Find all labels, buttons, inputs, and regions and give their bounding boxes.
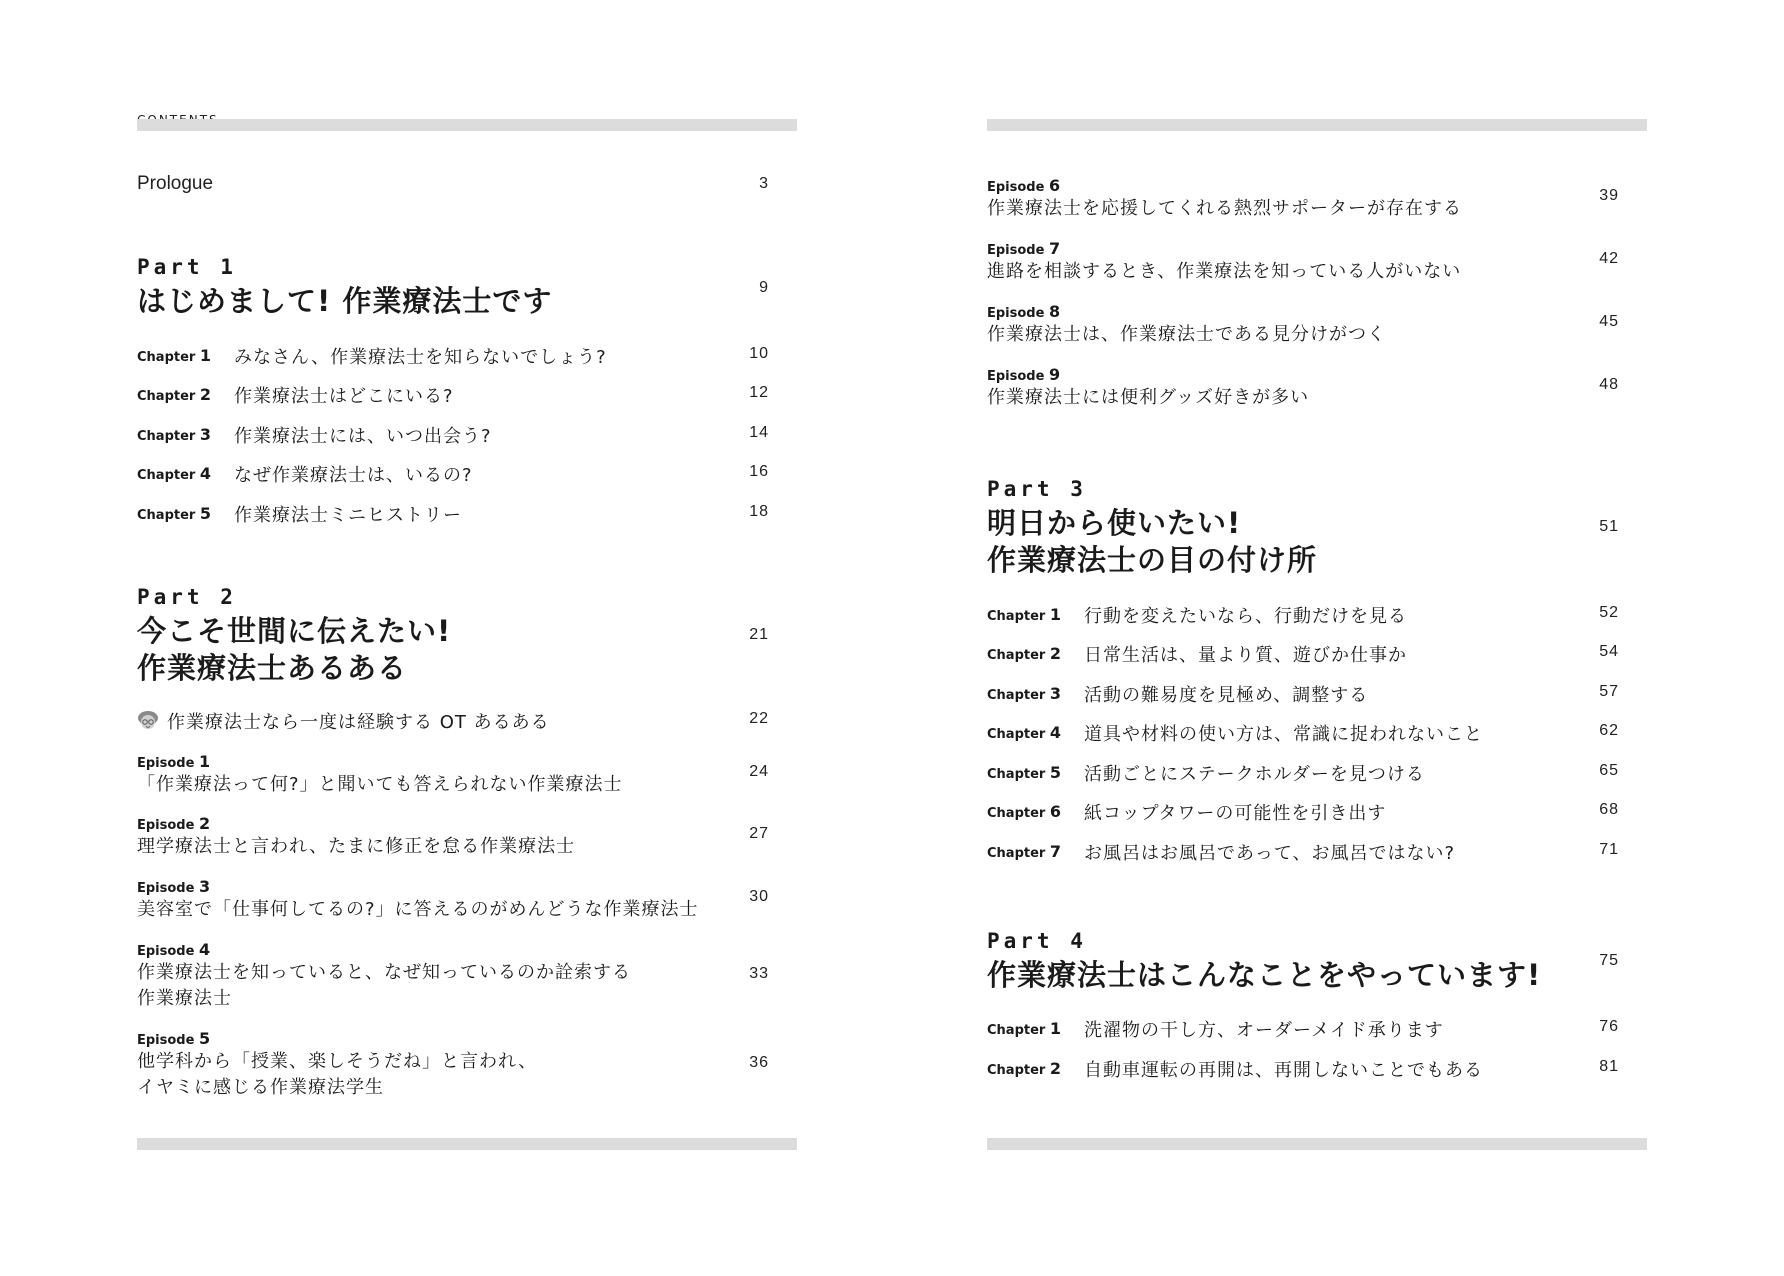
episode-number: 7 — [1048, 239, 1061, 258]
part-title-line: 作業療法士の目の付け所 — [987, 543, 1318, 577]
episode-title — [137, 1049, 537, 1101]
top-rule — [987, 119, 1647, 131]
episode-word: Episode — [137, 1033, 195, 1048]
chapter-title: 活動ごとにステークホルダーを見つける — [1084, 764, 1425, 785]
episode-title-line: 他学科から「授業、楽しそうだね」と言われ、 — [137, 1051, 538, 1072]
page-number: 57 — [1599, 683, 1619, 700]
part-title — [987, 957, 1541, 994]
episode-word: Episode — [987, 180, 1045, 195]
ot-character-icon — [137, 709, 159, 731]
chapter-title: お風呂はお風呂であって、お風呂ではない? — [1084, 843, 1456, 864]
part-title-line: 今こそ世間に伝えたい! — [137, 614, 452, 648]
episode-title — [137, 960, 631, 1012]
chapter-title: 洗濯物の干し方、オーダーメイド承ります — [1084, 1020, 1444, 1041]
episode-label — [987, 365, 1060, 384]
part-label: Part 2 — [137, 585, 237, 609]
chapter-number: 5 — [1049, 763, 1061, 782]
episode-label — [987, 302, 1060, 321]
chapter-word: Chapter — [987, 846, 1046, 861]
chapter-word: Chapter — [137, 468, 196, 483]
page-number: 9 — [759, 279, 769, 296]
chapter-title: 作業療法士はどこにいる? — [234, 386, 454, 407]
chapter-title: 道具や材料の使い方は、常識に捉われないこと — [1084, 724, 1483, 745]
chapter-number: 7 — [1049, 842, 1061, 861]
chapter-word: Chapter — [987, 648, 1046, 663]
page-number: 22 — [749, 710, 769, 727]
page-number: 21 — [749, 626, 769, 643]
page-number: 62 — [1599, 722, 1619, 739]
episode-word: Episode — [137, 818, 195, 833]
chapter-word: Chapter — [987, 767, 1046, 782]
part-title-line: 作業療法士あるある — [137, 651, 408, 685]
chapter-number: 2 — [1049, 1059, 1061, 1078]
page-number: 51 — [1599, 518, 1619, 535]
page-number: 42 — [1599, 250, 1619, 267]
episode-label — [987, 239, 1060, 258]
episode-title — [137, 772, 623, 798]
page-number: 71 — [1599, 841, 1619, 858]
top-rule — [137, 119, 797, 131]
episode-word: Episode — [137, 881, 195, 896]
episode-title-line: 作業療法士には便利グッズ好きが多い — [987, 387, 1310, 408]
part-label: Part 3 — [987, 477, 1087, 501]
chapter-word: Chapter — [987, 1023, 1046, 1038]
part-label: Part 4 — [987, 929, 1087, 953]
episode-title — [987, 196, 1462, 222]
chapter-number: 2 — [1049, 644, 1061, 663]
part-title-line: 作業療法士はこんなことをやっています! — [987, 958, 1542, 992]
episode-number: 9 — [1048, 365, 1061, 384]
episode-label — [137, 752, 210, 771]
page-number: 3 — [759, 175, 769, 192]
chapter-number: 1 — [199, 346, 211, 365]
ot-aruaru-title: 作業療法士なら一度は経験する OT あるある — [167, 712, 550, 733]
chapter-label — [137, 385, 211, 404]
episode-number: 8 — [1048, 302, 1061, 321]
episode-title-line: 作業療法士を応援してくれる熱烈サポーターが存在する — [987, 198, 1462, 219]
episode-word: Episode — [987, 369, 1045, 384]
page-number: 12 — [749, 384, 769, 401]
episode-title — [137, 897, 699, 923]
part-title — [137, 613, 451, 687]
bottom-rule — [987, 1138, 1647, 1150]
chapter-word: Chapter — [987, 688, 1046, 703]
chapter-number: 4 — [199, 464, 211, 483]
episode-number: 1 — [198, 752, 211, 771]
episode-label — [137, 1029, 210, 1048]
chapter-label — [137, 464, 211, 483]
chapter-label — [987, 842, 1061, 861]
page-number: 54 — [1599, 643, 1619, 660]
bottom-rule — [137, 1138, 797, 1150]
chapter-number: 2 — [199, 385, 211, 404]
episode-title-line: 「作業療法って何?」と聞いても答えられない作業療法士 — [137, 774, 623, 795]
chapter-word: Chapter — [987, 727, 1046, 742]
chapter-number: 1 — [1049, 605, 1061, 624]
part-title-line: 明日から使いたい! — [987, 506, 1242, 540]
episode-title-line: 美容室で「仕事何してるの?」に答えるのがめんどうな作業療法士 — [137, 899, 699, 920]
episode-word: Episode — [137, 756, 195, 771]
chapter-number: 6 — [1049, 802, 1061, 821]
episode-label — [137, 814, 210, 833]
chapter-label — [987, 723, 1061, 742]
chapter-label — [137, 425, 211, 444]
episode-title-line: 進路を相談するとき、作業療法を知っている人がいない — [987, 261, 1462, 282]
episode-label — [137, 877, 210, 896]
chapter-label — [137, 346, 211, 365]
episode-title — [987, 259, 1461, 285]
page-number: 65 — [1599, 762, 1619, 779]
chapter-title: 活動の難易度を見極め、調整する — [1084, 685, 1369, 706]
chapter-title: みなさん、作業療法士を知らないでしょう? — [234, 347, 607, 368]
episode-number: 6 — [1048, 176, 1061, 195]
chapter-label — [987, 644, 1061, 663]
chapter-word: Chapter — [987, 1063, 1046, 1078]
chapter-title: 作業療法士には、いつ出会う? — [234, 426, 492, 447]
episode-title — [987, 385, 1309, 411]
page-number: 16 — [749, 463, 769, 480]
chapter-number: 4 — [1049, 723, 1061, 742]
episode-title-line: 作業療法士は、作業療法士である見分けがつく — [987, 324, 1386, 345]
chapter-label — [987, 763, 1061, 782]
page-number: 36 — [749, 1054, 769, 1071]
chapter-title: 作業療法士ミニヒストリー — [234, 505, 462, 526]
episode-title-line: 作業療法士 — [137, 988, 232, 1009]
chapter-label — [987, 605, 1061, 624]
chapter-title: なぜ作業療法士は、いるの? — [234, 465, 473, 486]
chapter-label — [987, 1059, 1061, 1078]
chapter-number: 1 — [1049, 1019, 1061, 1038]
page-number: 68 — [1599, 801, 1619, 818]
episode-number: 3 — [198, 877, 211, 896]
page-number: 39 — [1599, 187, 1619, 204]
page-number: 76 — [1599, 1018, 1619, 1035]
chapter-number: 3 — [199, 425, 211, 444]
episode-label — [137, 940, 210, 959]
episode-word: Episode — [137, 944, 195, 959]
chapter-label — [987, 1019, 1061, 1038]
page-number: 75 — [1599, 952, 1619, 969]
page-number: 48 — [1599, 376, 1619, 393]
episode-title-line: 作業療法士を知っていると、なぜ知っているのか詮索する — [137, 962, 631, 983]
page-number: 10 — [749, 345, 769, 362]
page-number: 33 — [749, 965, 769, 982]
chapter-word: Chapter — [137, 350, 196, 365]
prologue-title: Prologue — [137, 173, 214, 194]
episode-title — [137, 834, 575, 860]
page-number: 45 — [1599, 313, 1619, 330]
part-title-line: はじめまして! 作業療法士です — [137, 284, 553, 318]
chapter-number: 5 — [199, 504, 211, 523]
chapter-word: Chapter — [137, 429, 196, 444]
chapter-word: Chapter — [987, 806, 1046, 821]
chapter-word: Chapter — [137, 389, 196, 404]
episode-number: 5 — [198, 1029, 211, 1048]
episode-title-line: 理学療法士と言われ、たまに修正を怠る作業療法士 — [137, 836, 576, 857]
chapter-word: Chapter — [137, 508, 196, 523]
episode-word: Episode — [987, 306, 1045, 321]
chapter-title: 自動車運転の再開は、再開しないことでもある — [1084, 1060, 1483, 1081]
chapter-title: 紙コップタワーの可能性を引き出す — [1084, 803, 1387, 824]
chapter-title: 日常生活は、量より質、遊びか仕事か — [1084, 645, 1407, 666]
chapter-label — [987, 684, 1061, 703]
chapter-number: 3 — [1049, 684, 1061, 703]
page-number: 27 — [749, 825, 769, 842]
page-number: 14 — [749, 424, 769, 441]
episode-label — [987, 176, 1060, 195]
episode-title — [987, 322, 1386, 348]
chapter-title: 行動を変えたいなら、行動だけを見る — [1084, 606, 1407, 627]
chapter-label — [137, 504, 211, 523]
right-page — [987, 0, 1647, 1276]
episode-number: 2 — [198, 814, 211, 833]
episode-number: 4 — [198, 940, 211, 959]
part-label: Part 1 — [137, 255, 237, 279]
page-number: 81 — [1599, 1058, 1619, 1075]
chapter-word: Chapter — [987, 609, 1046, 624]
chapter-label — [987, 802, 1061, 821]
episode-title-line: イヤミに感じる作業療法学生 — [137, 1077, 384, 1098]
page-number: 30 — [749, 888, 769, 905]
page-number: 24 — [749, 763, 769, 780]
part-title — [137, 283, 552, 320]
page-number: 18 — [749, 503, 769, 520]
part-title — [987, 505, 1317, 579]
left-page — [137, 0, 797, 1276]
episode-word: Episode — [987, 243, 1045, 258]
page-number: 52 — [1599, 604, 1619, 621]
